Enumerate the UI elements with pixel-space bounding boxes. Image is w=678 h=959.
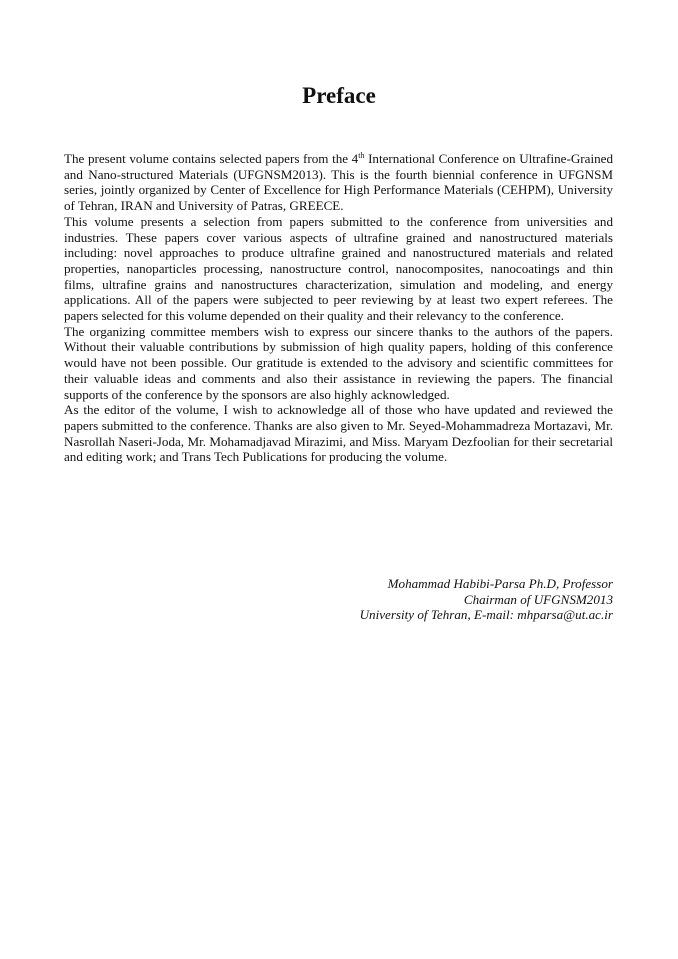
paragraph-3: The organizing committee members wish to express our sincere thanks to the authors of the papers. Without their valuable contributions by submission of high quality papers, holding of this conference would have not been possible. Our gratitude is extended to the advisory and scientific committees for their valuable ideas and comments and also their assistance in reviewing the papers. The financial supports of the conference by the sponsors are also highly acknowledged.	[64, 323, 613, 402]
paragraph-1	[64, 151, 613, 214]
signature-affiliation: University of Tehran, E-mail: mhparsa@ut.ac.ir	[359, 607, 613, 623]
signature-block	[300, 576, 613, 623]
page-title: Preface	[302, 83, 376, 108]
signature-role: Chairman of UFGNSM2013	[463, 591, 613, 607]
preface-body	[64, 151, 613, 465]
paragraph-1-text-end: International Conference on Ultrafine-Grained and Nano-structured Materials (UFGNSM2013). This is the fourth biennial conference in UFGNSM series, jointly organized by Center of Excellence for High Performance Materials (CEHPM), University of Tehran, IRAN and University of Patras, GREECE.	[64, 151, 613, 214]
signature-name: Mohammad Habibi-Parsa Ph.D, Professor	[387, 576, 613, 591]
ordinal-superscript: th	[358, 151, 365, 160]
paragraph-1-text-start: The present volume contains selected papers from the 4	[64, 151, 359, 166]
paragraph-2: This volume presents a selection from papers submitted to the conference from universities and industries. These papers cover various aspects of ultrafine grained and nanostructured materials including: novel approaches to produce ultrafine grained and nanostructured materials and related properties, nanoparticles processing, nanostructure control, nanocomposites, nanocoatings and thin films, ultrafine grains and nanostructures characterization, simulation and modeling, and energy applications. All of the papers were subjected to peer reviewing by at least two expert referees. The papers selected for this volume depended on their quality and their relevancy to the conference.	[64, 213, 613, 324]
paragraph-4: As the editor of the volume, I wish to acknowledge all of those who have updated and reviewed the papers submitted to the conference. Thanks are also given to Mr. Seyed-Mohammadreza Mortazavi, Mr. Nasrollah Naseri-Joda, Mr. Mohamadjavad Mirazimi, and Miss. Maryam Dezfoolian for their secretarial and editing work; and Trans Tech Publications for producing the volume.	[64, 402, 613, 465]
